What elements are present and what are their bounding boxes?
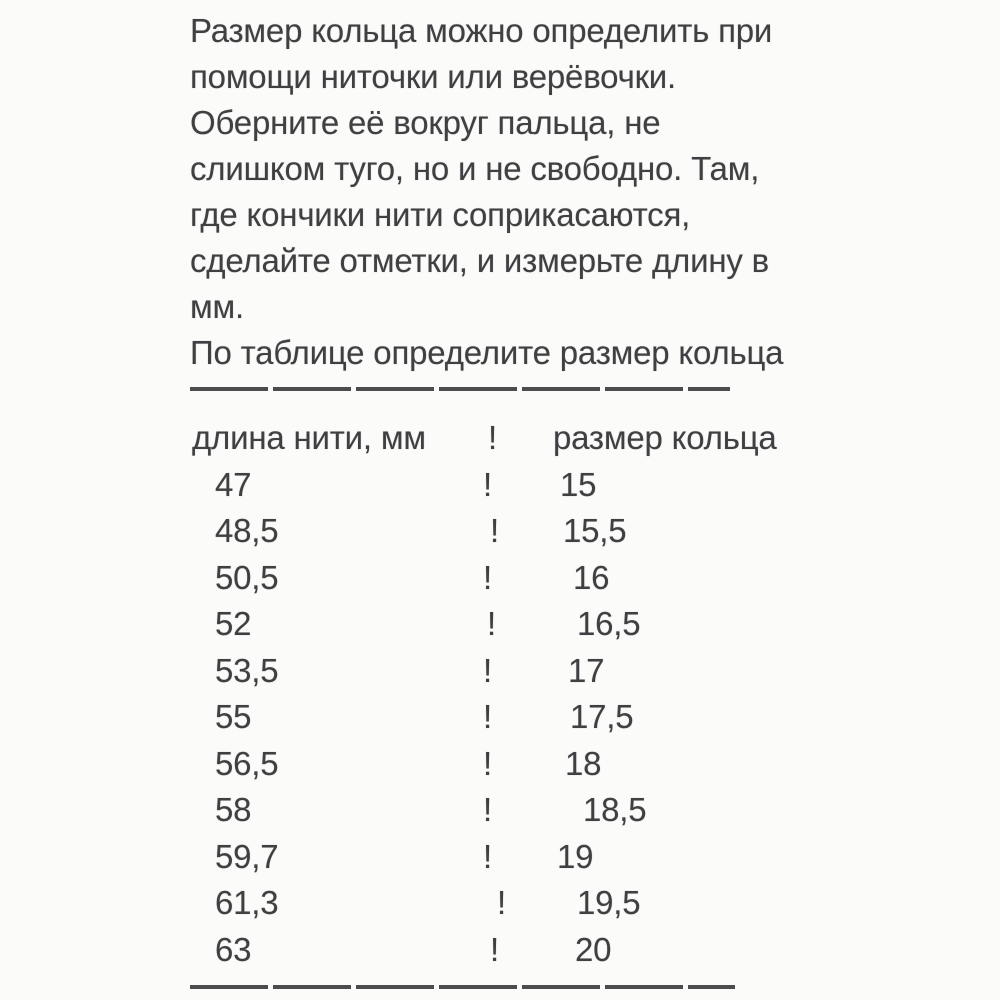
size-value: 17 [568, 651, 605, 689]
length-value: 47 [215, 465, 252, 503]
row-separator: ! [483, 791, 492, 828]
size-value: 16 [573, 558, 610, 596]
paragraph-line: По таблице определите размер кольца [190, 334, 784, 371]
table-row [190, 927, 1000, 974]
row-separator: ! [483, 651, 492, 689]
size-value: 20 [575, 930, 612, 968]
table-row [190, 834, 1000, 881]
length-value: 48,5 [215, 512, 279, 549]
table-row [190, 694, 1000, 741]
size-value: 18 [565, 744, 602, 782]
header-size-label: размер кольца [553, 419, 777, 456]
row-separator: ! [497, 884, 506, 921]
length-value: 61,3 [215, 884, 279, 921]
row-separator: ! [490, 512, 499, 549]
length-value: 63 [215, 930, 252, 968]
row-separator: ! [483, 465, 492, 503]
size-value: 15,5 [563, 512, 627, 549]
table-header-row [190, 415, 1000, 462]
header-separator: ! [488, 419, 497, 456]
length-value: 58 [215, 791, 252, 828]
row-separator: ! [490, 930, 499, 968]
table-rows [190, 462, 1000, 974]
row-separator: ! [487, 605, 496, 642]
paragraph-line: помощи ниточки или верёвочки. [190, 58, 677, 95]
size-value: 16,5 [577, 605, 641, 642]
table-row [190, 555, 1000, 602]
length-value: 56,5 [215, 744, 279, 782]
length-value: 52 [215, 605, 252, 642]
row-separator: ! [483, 837, 492, 875]
paragraph-line: Оберните её вокруг пальца, не [190, 104, 661, 141]
divider-line-bottom [190, 985, 735, 989]
size-value: 19 [557, 837, 594, 875]
paragraph-line: мм. [190, 288, 244, 325]
instructions-paragraph [190, 8, 1000, 376]
paragraph-line: слишком туго, но и не свободно. Там, [190, 150, 760, 187]
paragraph-line: где кончики нити соприкасаются, [190, 196, 691, 233]
table-row [190, 787, 1000, 834]
row-separator: ! [483, 744, 492, 782]
paragraph-line: сделайте отметки, и измерьте длину в [190, 242, 769, 279]
length-value: 53,5 [215, 651, 279, 689]
row-separator: ! [483, 558, 492, 596]
size-value: 19,5 [577, 884, 641, 921]
paragraph-line: Размер кольца можно определить при [190, 12, 773, 49]
length-value: 50,5 [215, 558, 279, 596]
divider-line-top [190, 387, 730, 391]
size-value: 18,5 [583, 791, 647, 828]
header-length-label: длина нити, мм [192, 419, 426, 456]
table-row [190, 462, 1000, 509]
length-value: 55 [215, 698, 252, 735]
size-value: 15 [560, 465, 597, 503]
length-value: 59,7 [215, 837, 279, 875]
row-separator: ! [483, 698, 492, 735]
table-row [190, 741, 1000, 788]
table-row [190, 601, 1000, 648]
table-row [190, 508, 1000, 555]
size-value: 17,5 [570, 698, 634, 735]
ring-size-table [190, 415, 1000, 973]
table-row [190, 648, 1000, 695]
table-row [190, 880, 1000, 927]
